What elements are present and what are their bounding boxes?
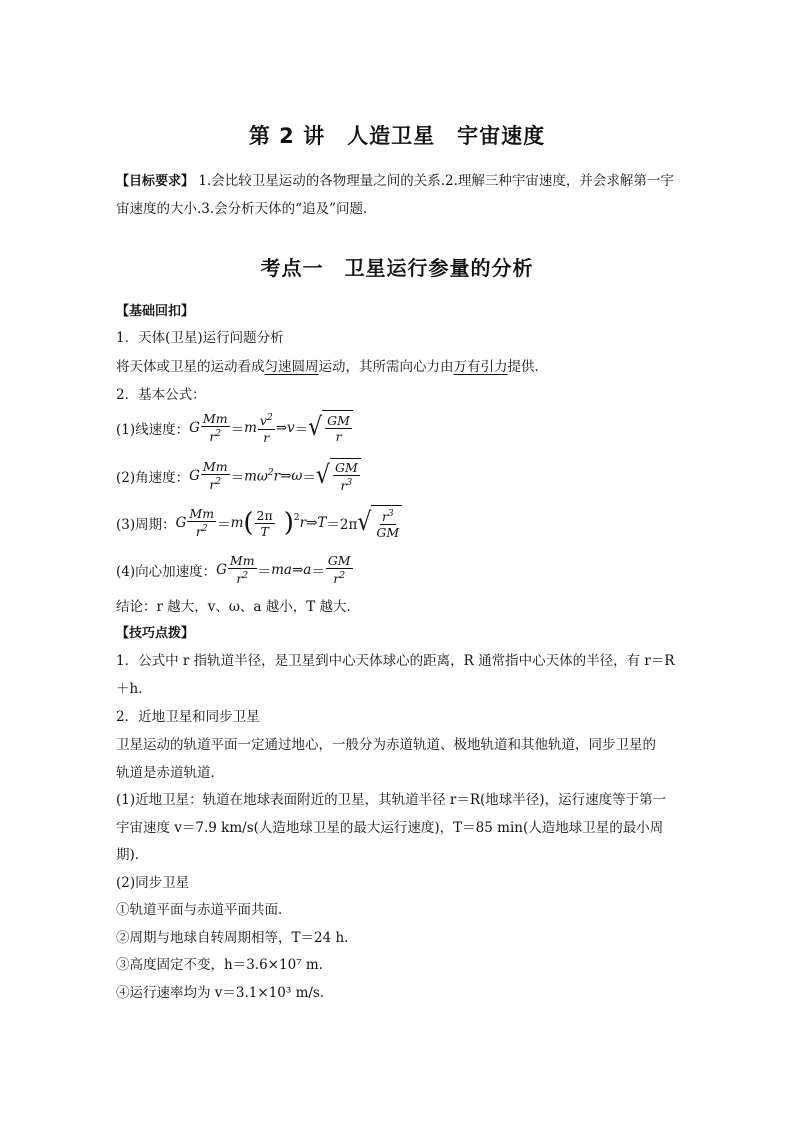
tip-2-heading: 2．近地卫星和同步卫星 xyxy=(116,709,260,725)
formula-centripetal-acceleration: (4)向心加速度： G $\frac{Mm}{r^2}$ ＝ ma ⇒ a ＝ $\frac{GM}{r^2}$ xyxy=(116,553,351,587)
tips-label: 【技巧点拨】 xyxy=(116,626,195,641)
tip-1-line-2: ＋h. xyxy=(116,681,143,697)
item-1-heading: 1．天体(卫星)运行问题分析 xyxy=(116,330,284,346)
conclusion: 结论：r 越大，v、ω、a 越小，T 越大． xyxy=(116,599,361,615)
near-earth-line-2: 宇宙速度 v＝7.9 km/s(人造地球卫星的最大运行速度)，T＝85 min(人造地球卫星的最小周 xyxy=(116,820,664,836)
goals-label: 【目标要求】 xyxy=(116,174,195,189)
tip-2-text-1: 卫星运动的轨道平面一定通过地心，一般分为赤道轨道、极地轨道和其他轨道，同步卫星的 xyxy=(116,737,656,753)
basic-label: 【基础回扣】 xyxy=(116,304,195,319)
sync-item-3: ③高度固定不变，h＝3.6×10⁷ m. xyxy=(116,957,323,973)
goals-line-1 xyxy=(116,172,682,191)
sync-item-1: ①轨道平面与赤道平面共面． xyxy=(116,902,292,918)
sync-heading: (2)同步卫星 xyxy=(116,875,190,891)
sync-item-2: ②周期与地球自转周期相等，T＝24 h. xyxy=(116,930,349,946)
near-earth-line-1: (1)近地卫星：轨道在地球表面附近的卫星，其轨道半径 r＝R(地球半径)，运行速度等于第一 xyxy=(116,792,667,808)
goals-text-1: 1.会比较卫星运动的各物理量之间的关系.2.理解三种宇宙速度，并会求解第一宇 xyxy=(198,173,674,189)
item-1-text-b: 运动，其所需向心力由 xyxy=(318,359,454,375)
item-1-text xyxy=(116,358,682,376)
formula-1-label: (1)线速度： xyxy=(116,422,190,438)
sync-item-4: ④运行速率均为 v＝3.1×10³ m/s. xyxy=(116,985,325,1001)
item-2-heading: 2．基本公式： xyxy=(116,387,206,403)
formula-3-label: (3)周期： xyxy=(116,517,176,533)
formula-4-label: (4)向心加速度： xyxy=(116,563,217,580)
item-1-text-c: 提供． xyxy=(507,359,548,375)
formula-linear-velocity: (1)线速度： G $\frac{Mm}{r^2}$ ＝ m $\frac{v^2}{r}$ ⇒ v ＝ √ $\frac{GM}{r}$ xyxy=(116,410,353,446)
item-1-text-a: 将天体或卫星的运动看成 xyxy=(116,359,265,375)
item-1-underline-1: 匀速圆周 xyxy=(264,359,319,375)
formula-angular-velocity: (2)角速度： G $\frac{Mm}{r^2}$ ＝ $m\omega^2r$ ⇒ ω ＝ √ $\frac{GM}{r^3}$ xyxy=(116,458,361,494)
formula-period: (3)周期： G $\frac{Mm}{r^2}$ ＝ m ( $\frac{2\pi}{T}$ ) $^2$ r ⇒ T ＝2π √ $\frac{r^3}{GM}$ xyxy=(116,505,402,541)
formula-2-label: (2)角速度： xyxy=(116,470,190,486)
tip-2-text-2: 轨道是赤道轨道． xyxy=(116,765,224,781)
section-title: 考点一 卫星运行参量的分析 xyxy=(260,256,534,280)
item-1-underline-2: 万有引力 xyxy=(453,359,508,375)
lesson-title: 第 2 讲 人造卫星 宇宙速度 xyxy=(248,124,546,148)
near-earth-line-3: 期)． xyxy=(116,847,149,863)
tip-1-line-1: 1．公式中 r 指轨道半径，是卫星到中心天体球心的距离，R 通常指中心天体的半径，有 r＝R xyxy=(116,653,675,669)
goals-line-2: 宙速度的大小.3.会分析天体的“追及”问题． xyxy=(116,201,377,217)
